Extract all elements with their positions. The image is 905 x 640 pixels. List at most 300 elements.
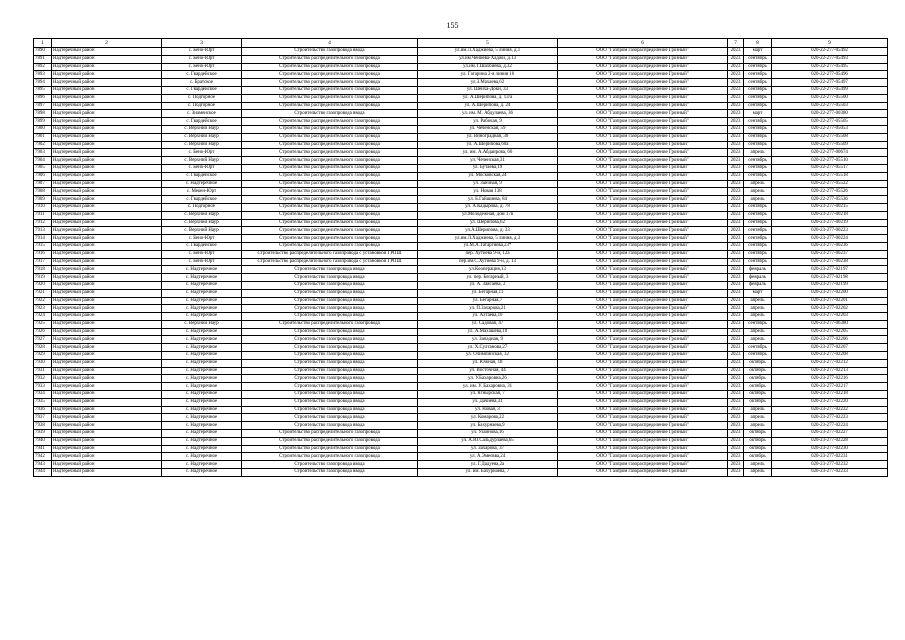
month-cell: сентябрь — [744, 203, 772, 211]
year-cell: 2023 — [728, 235, 744, 243]
settlement-cell: с. Надтеречное — [162, 336, 242, 344]
work-type-cell: Строительство распределительного газопровода — [242, 102, 418, 110]
settlement-cell: с. Надтеречное — [162, 375, 242, 383]
table-row — [34, 352, 888, 360]
organization-cell: ООО "Газпром газораспределение Грозный" — [558, 125, 728, 133]
header-cell: 9 — [772, 39, 888, 48]
address-cell: ул.А.Шерипова, д. 33 — [418, 227, 558, 235]
header-cell: 1 — [34, 39, 52, 48]
header-cell: 3 — [162, 39, 242, 48]
table-row — [34, 461, 888, 469]
address-cell: ул. Б.Гайшиева, 84 — [418, 196, 558, 204]
work-type-cell: Строительство распределительного газопровода — [242, 63, 418, 71]
table-row — [34, 55, 888, 63]
address-cell: ул. А.Эмеєвва,24 — [418, 453, 558, 461]
district-cell: Надтеречный район — [52, 258, 162, 266]
settlement-cell: с. Бено-Юрт — [162, 258, 242, 266]
table-row — [34, 274, 888, 282]
settlement-cell: с. Подгорное — [162, 203, 242, 211]
organization-cell: ООО "Газпром газораспределение Грозный" — [558, 437, 728, 445]
work-type-cell: Строительство газопровода ввода — [242, 297, 418, 305]
settlement-cell: с. Надтеречное — [162, 406, 242, 414]
year-cell: 2023 — [728, 157, 744, 165]
row-number-cell: 7909 — [34, 196, 52, 204]
permit-number-cell: 020-22-277-05526 — [772, 188, 888, 196]
settlement-cell: с. Надтеречное — [162, 344, 242, 352]
year-cell: 2023 — [728, 71, 744, 79]
work-type-cell: Строительство распределительного газопровода — [242, 453, 418, 461]
work-type-cell: Строительство газопровода ввода — [242, 352, 418, 360]
row-number-cell: 7928 — [34, 344, 52, 352]
organization-cell: ООО "Газпром газораспределение Грозный" — [558, 235, 728, 243]
address-cell: ул.Кооперация,13 — [418, 266, 558, 274]
permit-number-cell: 020-23-277-00219 — [772, 219, 888, 227]
year-cell: 2023 — [728, 110, 744, 118]
month-cell: сентябрь — [744, 102, 772, 110]
district-cell: Надтеречный район — [52, 422, 162, 430]
district-cell: Надтеречный район — [52, 445, 162, 453]
month-cell: апрель — [744, 406, 772, 414]
table-row — [34, 188, 888, 196]
row-number-cell: 7919 — [34, 274, 52, 282]
organization-cell: ООО "Газпром газораспределение Грозный" — [558, 352, 728, 360]
month-cell: апрель — [744, 469, 772, 477]
permit-number-cell: 020-23-277-02208 — [772, 352, 888, 360]
table-row — [34, 86, 888, 94]
work-type-cell: Строительство распределительного газопровода — [242, 172, 418, 180]
settlement-cell: с. Гвардейское — [162, 196, 242, 204]
district-cell: Надтеречный район — [52, 118, 162, 126]
year-cell: 2023 — [728, 461, 744, 469]
settlement-cell: с. Верхний Наур — [162, 219, 242, 227]
organization-cell: ООО "Газпром газораспределение Грозный" — [558, 383, 728, 391]
work-type-cell: Строительство распределительного газопровода — [242, 188, 418, 196]
year-cell: 2023 — [728, 242, 744, 250]
organization-cell: ООО "Газпром газораспределение Грозный" — [558, 258, 728, 266]
district-cell: Надтеречный район — [52, 219, 162, 227]
year-cell: 2023 — [728, 48, 744, 56]
district-cell: Надтеречный район — [52, 55, 162, 63]
permit-number-cell: 020-23-277-02202 — [772, 305, 888, 313]
year-cell: 2023 — [728, 274, 744, 282]
year-cell: 2023 — [728, 94, 744, 102]
address-cell: ул. Узаинова,16 — [418, 430, 558, 438]
work-type-cell: Строительство газопровода ввода — [242, 266, 418, 274]
work-type-cell: Строительство газопровода ввода — [242, 336, 418, 344]
year-cell: 2023 — [728, 227, 744, 235]
table-row — [34, 250, 888, 258]
table-row — [34, 227, 888, 235]
year-cell: 2023 — [728, 102, 744, 110]
work-type-cell: Строительство распределительного газопровода — [242, 164, 418, 172]
settlement-cell: с. Надтеречное — [162, 297, 242, 305]
work-type-cell: Строительство газопровода ввода — [242, 367, 418, 375]
settlement-cell: с. Бено-Юрт — [162, 48, 242, 56]
district-cell: Надтеречный район — [52, 344, 162, 352]
row-number-cell: 7939 — [34, 430, 52, 438]
permit-number-cell: 020-23-277-02212 — [772, 359, 888, 367]
month-cell: сентябрь — [744, 55, 772, 63]
year-cell: 2023 — [728, 211, 744, 219]
year-cell: 2023 — [728, 313, 744, 321]
row-number-cell: 7913 — [34, 227, 52, 235]
settlement-cell: с. Надтеречное — [162, 328, 242, 336]
district-cell: Надтеречный район — [52, 328, 162, 336]
month-cell: сентябрь — [744, 172, 772, 180]
year-cell: 2023 — [728, 258, 744, 266]
row-number-cell: 7917 — [34, 258, 52, 266]
row-number-cell: 7940 — [34, 437, 52, 445]
month-cell: октябрь — [744, 383, 772, 391]
organization-cell: ООО "Газпром газораспределение Грозный" — [558, 141, 728, 149]
organization-cell: ООО "Газпром газораспределение Грозный" — [558, 94, 728, 102]
settlement-cell: с. Подгорное — [162, 102, 242, 110]
address-cell: ул.им.Л.Хаджиева, 5 линия, д.1 — [418, 48, 558, 56]
month-cell: сентябрь — [744, 352, 772, 360]
row-number-cell: 7894 — [34, 79, 52, 87]
row-number-cell: 7890 — [34, 48, 52, 56]
organization-cell: ООО "Газпром газораспределение Грозный" — [558, 180, 728, 188]
header-cell: 2 — [52, 39, 162, 48]
organization-cell: ООО "Газпром газораспределение Грозный" — [558, 281, 728, 289]
month-cell: сентябрь — [744, 141, 772, 149]
table-row — [34, 367, 888, 375]
table-row — [34, 266, 888, 274]
table-row — [34, 48, 888, 56]
settlement-cell: с. Надтеречное — [162, 289, 242, 297]
organization-cell: ООО "Газпром газораспределение Грозный" — [558, 118, 728, 126]
table-row — [34, 445, 888, 453]
permit-number-cell: 020-22-277-05053 — [772, 125, 888, 133]
table-row — [34, 149, 888, 157]
address-cell: ул. Новая 138 — [418, 188, 558, 196]
address-cell: ул. Бегарная,11 — [418, 289, 558, 297]
address-cell: ул. Садовая, 47 — [418, 320, 558, 328]
district-cell: Надтеречный район — [52, 141, 162, 149]
table-row — [34, 297, 888, 305]
settlement-cell: с. Гвардейское — [162, 86, 242, 94]
permit-number-cell: 020-22-277-05497 — [772, 79, 888, 87]
work-type-cell: Строительство распределительного газопровода — [242, 219, 418, 227]
year-cell: 2023 — [728, 118, 744, 126]
year-cell: 2023 — [728, 352, 744, 360]
settlement-cell: с. Надтеречное — [162, 414, 242, 422]
organization-cell: ООО "Газпром газораспределение Грозный" — [558, 391, 728, 399]
table-row — [34, 211, 888, 219]
organization-cell: ООО "Газпром газораспределение Грозный" — [558, 71, 728, 79]
permit-number-cell: 020-23-277-02213 — [772, 367, 888, 375]
settlement-cell: с. Верхний Наур — [162, 227, 242, 235]
header-cell: 8 — [744, 39, 772, 48]
work-type-cell: Строительство распределительного газопровода — [242, 125, 418, 133]
work-type-cell: Строительство газопровода ввода — [242, 289, 418, 297]
row-number-cell: 7931 — [34, 367, 52, 375]
row-number-cell: 7898 — [34, 110, 52, 118]
settlement-cell: с. Бено-Юрт — [162, 63, 242, 71]
settlement-cell: с. Верхний Наур — [162, 141, 242, 149]
district-cell: Надтеречный район — [52, 305, 162, 313]
month-cell: сентябрь — [744, 125, 772, 133]
row-number-cell: 7930 — [34, 359, 52, 367]
organization-cell: ООО "Газпром газораспределение Грозный" — [558, 320, 728, 328]
address-cell: ул. Захарова, 37 — [418, 445, 558, 453]
table-row — [34, 118, 888, 126]
organization-cell: ООО "Газпром газораспределение Грозный" — [558, 266, 728, 274]
permit-number-cell: 020-23-277-02198 — [772, 274, 888, 282]
work-type-cell: Строительство распределительного газопровода — [242, 118, 418, 126]
district-cell: Надтеречный район — [52, 289, 162, 297]
settlement-cell: с. Надтеречное — [162, 266, 242, 274]
address-cell: ул. Олимпийская, 32 — [418, 352, 558, 360]
month-cell: сентябрь — [744, 242, 772, 250]
permit-number-cell: 020-23-277-02230 — [772, 445, 888, 453]
year-cell: 2023 — [728, 422, 744, 430]
month-cell: октябрь — [744, 430, 772, 438]
month-cell: сентябрь — [744, 63, 772, 71]
address-cell: ул. А. Заясаева, 2 — [418, 281, 558, 289]
settlement-cell: с. Надтеречное — [162, 453, 242, 461]
permit-number-cell: 020-23-277-00224 — [772, 235, 888, 243]
row-number-cell: 7891 — [34, 55, 52, 63]
month-cell: сентябрь — [744, 133, 772, 141]
settlement-cell: с. Бено-Юрт — [162, 149, 242, 157]
address-cell: ул. Восточная, 44 — [418, 367, 558, 375]
row-number-cell: 7924 — [34, 313, 52, 321]
organization-cell: ООО "Газпром газораспределение Грозный" — [558, 305, 728, 313]
row-number-cell: 7903 — [34, 149, 52, 157]
year-cell: 2023 — [728, 406, 744, 414]
work-type-cell: Строительство газопровода ввода — [242, 461, 418, 469]
table-row — [34, 320, 888, 328]
year-cell: 2023 — [728, 149, 744, 157]
table-row — [34, 157, 888, 165]
page-number: 155 — [446, 21, 459, 30]
organization-cell: ООО "Газпром газораспределение Грозный" — [558, 274, 728, 282]
year-cell: 2023 — [728, 86, 744, 94]
table-row — [34, 422, 888, 430]
settlement-cell: с. Гвардейское — [162, 71, 242, 79]
permit-number-cell: 020-23-277-02233 — [772, 469, 888, 477]
organization-cell: ООО "Газпром газораспределение Грозный" — [558, 242, 728, 250]
month-cell: сентябрь — [744, 79, 772, 87]
permit-number-cell: 020-23-277-02218 — [772, 391, 888, 399]
address-cell: ул. им. У. Бахаровна, 31 — [418, 383, 558, 391]
year-cell: 2023 — [728, 359, 744, 367]
organization-cell: ООО "Газпром газораспределение Грозный" — [558, 227, 728, 235]
settlement-cell: с. Бено-Юрт — [162, 164, 242, 172]
table-row — [34, 398, 888, 406]
address-cell: ул. Чеченская,31 — [418, 157, 558, 165]
month-cell: апрель — [744, 461, 772, 469]
work-type-cell: Строительство газопровода ввода — [242, 469, 418, 477]
table-row — [34, 453, 888, 461]
year-cell: 2023 — [728, 203, 744, 211]
year-cell: 2023 — [728, 398, 744, 406]
district-cell: Надтеречный район — [52, 71, 162, 79]
row-number-cell: 7938 — [34, 422, 52, 430]
settlement-cell: с. Надтеречное — [162, 430, 242, 438]
address-cell: ул. Г.Дадуева,2а — [418, 461, 558, 469]
organization-cell: ООО "Газпром газораспределение Грозный" — [558, 430, 728, 438]
month-cell: сентябрь — [744, 258, 772, 266]
work-type-cell: Строительство распределительного газопровода — [242, 55, 418, 63]
address-cell: ул. А.Кадырова, д. 78 — [418, 203, 558, 211]
year-cell: 2023 — [728, 141, 744, 149]
work-type-cell: Строительство газопровода ввода — [242, 359, 418, 367]
organization-cell: ООО "Газпром газораспределение Грозный" — [558, 250, 728, 258]
district-cell: Надтеречный район — [52, 367, 162, 375]
month-cell: февраль — [744, 281, 772, 289]
year-cell: 2023 — [728, 328, 744, 336]
work-type-cell: Строительство распределительного газопровода — [242, 141, 418, 149]
settlement-cell: с. Надтеречное — [162, 367, 242, 375]
row-number-cell: 7926 — [34, 328, 52, 336]
table-row — [34, 125, 888, 133]
registry-table — [33, 38, 888, 477]
organization-cell: ООО "Газпром газораспределение Грозный" — [558, 445, 728, 453]
year-cell: 2023 — [728, 437, 744, 445]
month-cell: апрель — [744, 313, 772, 321]
work-type-cell: Строительство распределительного газопровода с установкой ГРПШ — [242, 258, 418, 266]
row-number-cell: 7897 — [34, 102, 52, 110]
month-cell: сентябрь — [744, 219, 772, 227]
table-row — [34, 71, 888, 79]
year-cell: 2023 — [728, 79, 744, 87]
month-cell: апрель — [744, 328, 772, 336]
row-number-cell: 7916 — [34, 250, 52, 258]
month-cell: сентябрь — [744, 250, 772, 258]
district-cell: Надтеречный район — [52, 250, 162, 258]
organization-cell: ООО "Газпром газораспределение Грозный" — [558, 469, 728, 477]
organization-cell: ООО "Газпром газораспределение Грозный" — [558, 297, 728, 305]
permit-number-cell: 020-22-277-00674 — [772, 149, 888, 157]
district-cell: Надтеречный район — [52, 180, 162, 188]
permit-number-cell: 020-23-277-02227 — [772, 430, 888, 438]
address-cell: ул. пер. Бегарный, 3 — [418, 274, 558, 282]
year-cell: 2023 — [728, 336, 744, 344]
table-row — [34, 305, 888, 313]
district-cell: Надтеречный район — [52, 352, 162, 360]
permit-number-cell: 020-23-277-02205 — [772, 328, 888, 336]
year-cell: 2023 — [728, 430, 744, 438]
settlement-cell: с. Бено-Юрт — [162, 235, 242, 243]
row-number-cell: 7910 — [34, 203, 52, 211]
work-type-cell: Строительство газопровода ввода — [242, 344, 418, 352]
work-type-cell: Строительство газопровода ввода — [242, 313, 418, 321]
year-cell: 2023 — [728, 414, 744, 422]
row-number-cell: 7905 — [34, 164, 52, 172]
address-cell: ул. Виноградная, 30 — [418, 133, 558, 141]
year-cell: 2023 — [728, 375, 744, 383]
table-row — [34, 391, 888, 399]
address-cell: ул. Бегарная,7 — [418, 297, 558, 305]
table-row — [34, 141, 888, 149]
district-cell: Надтеречный район — [52, 406, 162, 414]
month-cell: октябрь — [744, 445, 772, 453]
address-cell: ул. Южная, 18 — [418, 359, 558, 367]
table-row — [34, 79, 888, 87]
address-cell: ул. Заичная, 9 — [418, 180, 558, 188]
settlement-cell: с. Надтеречное — [162, 391, 242, 399]
row-number-cell: 7895 — [34, 86, 52, 94]
row-number-cell: 7918 — [34, 266, 52, 274]
month-cell: сентябрь — [744, 344, 772, 352]
header-row — [34, 39, 888, 48]
row-number-cell: 7933 — [34, 383, 52, 391]
district-cell: Надтеречный район — [52, 242, 162, 250]
address-cell: ул. Новая, 3 — [418, 406, 558, 414]
settlement-cell: с. Надтеречное — [162, 469, 242, 477]
permit-number-cell: 020-22-277-05517 — [772, 164, 888, 172]
table-row — [34, 133, 888, 141]
district-cell: Надтеречный район — [52, 359, 162, 367]
work-type-cell: Строительство газопровода ввода — [242, 414, 418, 422]
table-row — [34, 328, 888, 336]
settlement-cell: с. Надтеречное — [162, 359, 242, 367]
district-cell: Надтеречный район — [52, 383, 162, 391]
organization-cell: ООО "Газпром газораспределение Грозный" — [558, 86, 728, 94]
district-cell: Надтеречный район — [52, 133, 162, 141]
address-cell: ул.им.Л.Хаджиева, 5 линия, д.3 — [418, 235, 558, 243]
permit-number-cell: 020-22-277-05518 — [772, 172, 888, 180]
organization-cell: ООО "Газпром газораспределение Грозный" — [558, 157, 728, 165]
year-cell: 2023 — [728, 305, 744, 313]
permit-number-cell: 020-22-277-05510 — [772, 157, 888, 165]
settlement-cell: с. Братское — [162, 79, 242, 87]
year-cell: 2023 — [728, 320, 744, 328]
district-cell: Надтеречный район — [52, 63, 162, 71]
year-cell: 2023 — [728, 469, 744, 477]
organization-cell: ООО "Газпром газораспределение Грозный" — [558, 344, 728, 352]
work-type-cell: Строительство газопровода ввода — [242, 391, 418, 399]
month-cell: сентябрь — [744, 86, 772, 94]
address-cell: ул. им. Бахурнаева, 7 — [418, 469, 558, 477]
table-row — [34, 110, 888, 118]
year-cell: 2023 — [728, 164, 744, 172]
address-cell: пер.им.С.Хутиева 9-й, д. 13 — [418, 258, 558, 266]
row-number-cell: 7941 — [34, 445, 52, 453]
permit-number-cell: 020-23-277-02232 — [772, 461, 888, 469]
year-cell: 2023 — [728, 266, 744, 274]
work-type-cell: Строительство распределительного газопровода — [242, 79, 418, 87]
permit-number-cell: 020-22-277-05522 — [772, 180, 888, 188]
settlement-cell: с. Надтеречное — [162, 352, 242, 360]
settlement-cell: с. Надтеречное — [162, 398, 242, 406]
organization-cell: ООО "Газпром газораспределение Грозный" — [558, 461, 728, 469]
permit-number-cell: 020-23-277-02217 — [772, 383, 888, 391]
work-type-cell: Строительство распределительного газопровода — [242, 86, 418, 94]
settlement-cell: с. Верхний Наур — [162, 133, 242, 141]
district-cell: Надтеречный район — [52, 398, 162, 406]
address-cell: ул. А.Ю.Сальдурзаева,65 — [418, 437, 558, 445]
row-number-cell: 7923 — [34, 305, 52, 313]
month-cell: сентябрь — [744, 320, 772, 328]
table-row — [34, 203, 888, 211]
table-row — [34, 406, 888, 414]
work-type-cell: Строительство распределительного газопровода — [242, 445, 418, 453]
month-cell: сентябрь — [744, 71, 772, 79]
work-type-cell: Строительство распределительного газопровода — [242, 71, 418, 79]
address-cell: ул.им.Чениева-Хаджи, д.13 — [418, 55, 558, 63]
table-row — [34, 281, 888, 289]
header-cell: 6 — [558, 39, 728, 48]
table-row — [34, 235, 888, 243]
permit-number-cell: 020-23-277-02203 — [772, 313, 888, 321]
district-cell: Надтеречный район — [52, 266, 162, 274]
row-number-cell: 7896 — [34, 94, 52, 102]
district-cell: Надтеречный район — [52, 430, 162, 438]
permit-number-cell: 020-22-277-00380 — [772, 110, 888, 118]
